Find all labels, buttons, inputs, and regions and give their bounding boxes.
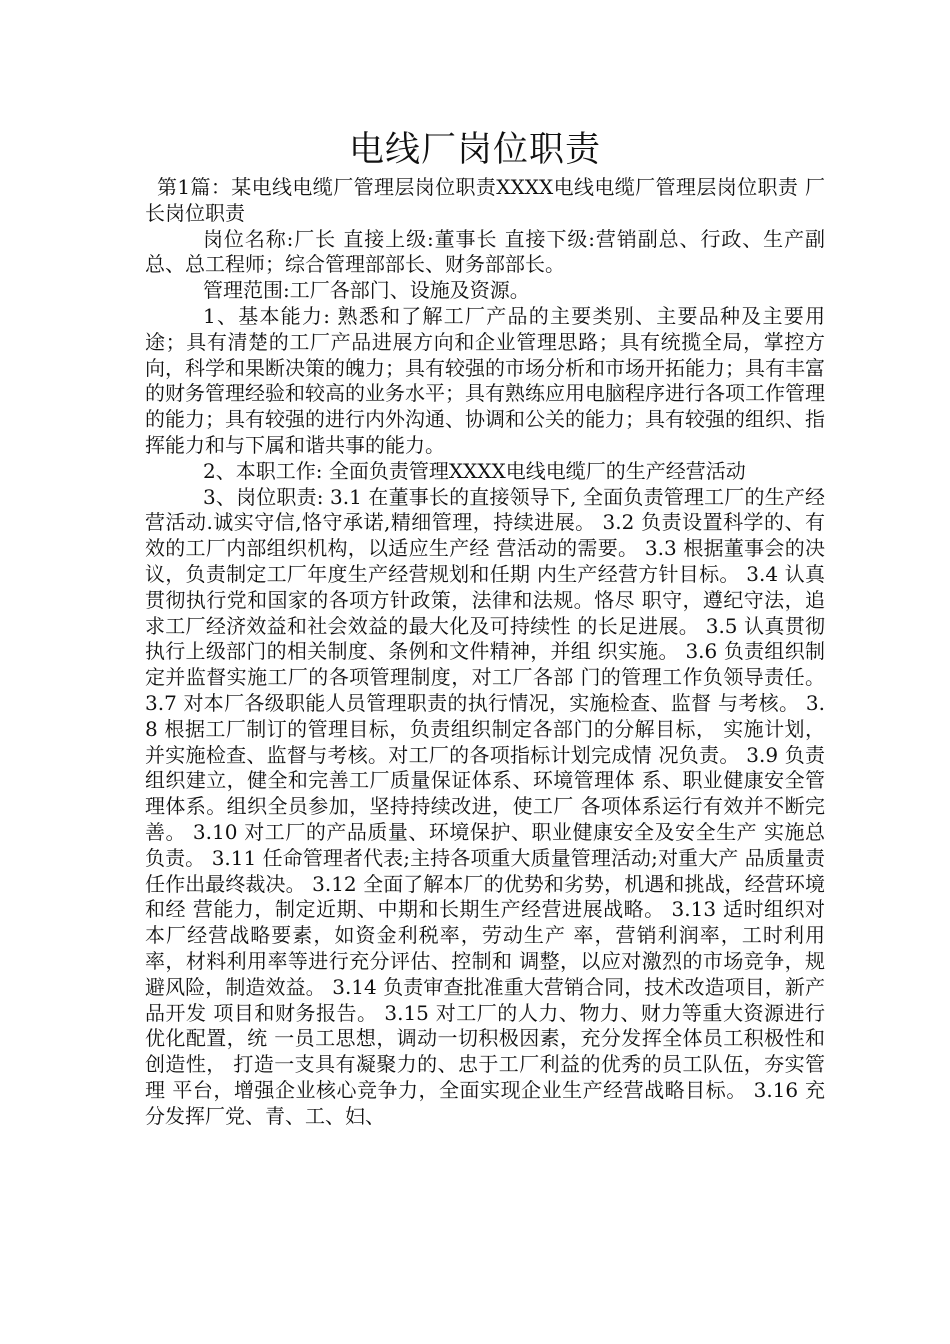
paragraph-scope: 管理范围:工厂各部门、设施及资源。 (203, 278, 530, 303)
paragraph-position-info: 岗位名称:厂长 直接上级:董事长 直接下级:营销副总、行政、生产副总、总工程师；综合管理部部长、财务部部长。 (145, 226, 825, 277)
paragraph-heading: 第1篇：某电线电缆厂管理层岗位职责XXXX电线电缆厂管理层岗位职责 厂长岗位职责 (145, 175, 825, 225)
paragraph-basic-ability: 1、基本能力: 熟悉和了解工厂产品的主要类别、主要品种及主要用途；具有清楚的工厂产品进展方向和企业管理思路；具有统揽全局，掌控方向，科学和果断决策的魄力；具有较强的市场分析和市场开拓能力；具有丰富的财务管理经验和较高的业务水平；具有熟练应用电脑程序进行各项工作管理的能力；具有较强的进行内外沟通、协调和公关的能力；具有较强的组织、指挥能力和与下属和谐共事的能力。 (145, 303, 825, 457)
document-title: 电线厂岗位职责 (348, 130, 601, 170)
document-body (145, 175, 825, 1129)
paragraph-duties: 3、岗位职责: 3.1 在董事长的直接领导下, 全面负责管理工厂的生产经营活动.诚实守信,恪守承诺,精细管理，持续进展。 3.2 负责设置科学的、有效的工厂内部组织机构，以适应生产经 营活动的需要。 3.3 根据董事会的决议，负责制定工厂年度生产经营规划和任期 内生产经营方针目标。 3.4 认真贯彻执行党和国家的各项方针政策，法律和法规。恪尽 职守，遵纪守法，追求工厂经济效益和社会效益的最大化及可持续性 的长足进展。 3.5 认真贯彻执行上级部门的相关制度、条例和文件精神，并组 织实施。 3.6 负责组织制定并监督实施工厂的各项管理制度，对工厂各部 门的管理工作负领导责任。 3.7 对本厂各级职能人员管理职责的执行情况，实施检查、监督 与考核。 3.8 根据工厂制订的管理目标，负责组织制定各部门的分解目标， 实施计划，并实施检查、监督与考核。对工厂的各项指标计划完成情 况负责。 3.9 负责组织建立，健全和完善工厂质量保证体系、环境管理体 系、职业健康安全管理体系。组织全员参加，坚持持续改进，使工厂 各项体系运行有效并不断完善。 3.10 对工厂的产品质量、环境保护、职业健康安全及安全生产 实施总负责。 3.11 任命管理者代表;主持各项重大质量管理活动;对重大产 品质量责任作出最终裁决。 3.12 全面了解本厂的优势和劣势，机遇和挑战，经营环境和经 营能力，制定近期、中期和长期生产经营进展战略。 3.13 适时组织对本厂经营战略要素，如资金利税率，劳动生产 率，营销利润率，工时利用率，材料利用率等进行充分评估、控制和 调整，以应对激烈的市场竞争，规避风险，制造效益。 3.14 负责审查批准重大营销合同，技术改造项目，新产品开发 项目和财务报告。 3.15 对工厂的人力、物力、财力等重大资源进行优化配置，统 一员工思想，调动一切积极因素，充分发挥全体员工积极性和创造性， 打造一支具有凝聚力的、忠于工厂利益的优秀的员工队伍，夯实管理 平台，增强企业核心竞争力，全面实现企业生产经营战略目标。 3.16 充分发挥厂党、青、工、妇、 (145, 484, 825, 1128)
paragraph-main-work: 2、本职工作: 全面负责管理XXXX电线电缆厂的生产经营活动 (203, 458, 746, 483)
